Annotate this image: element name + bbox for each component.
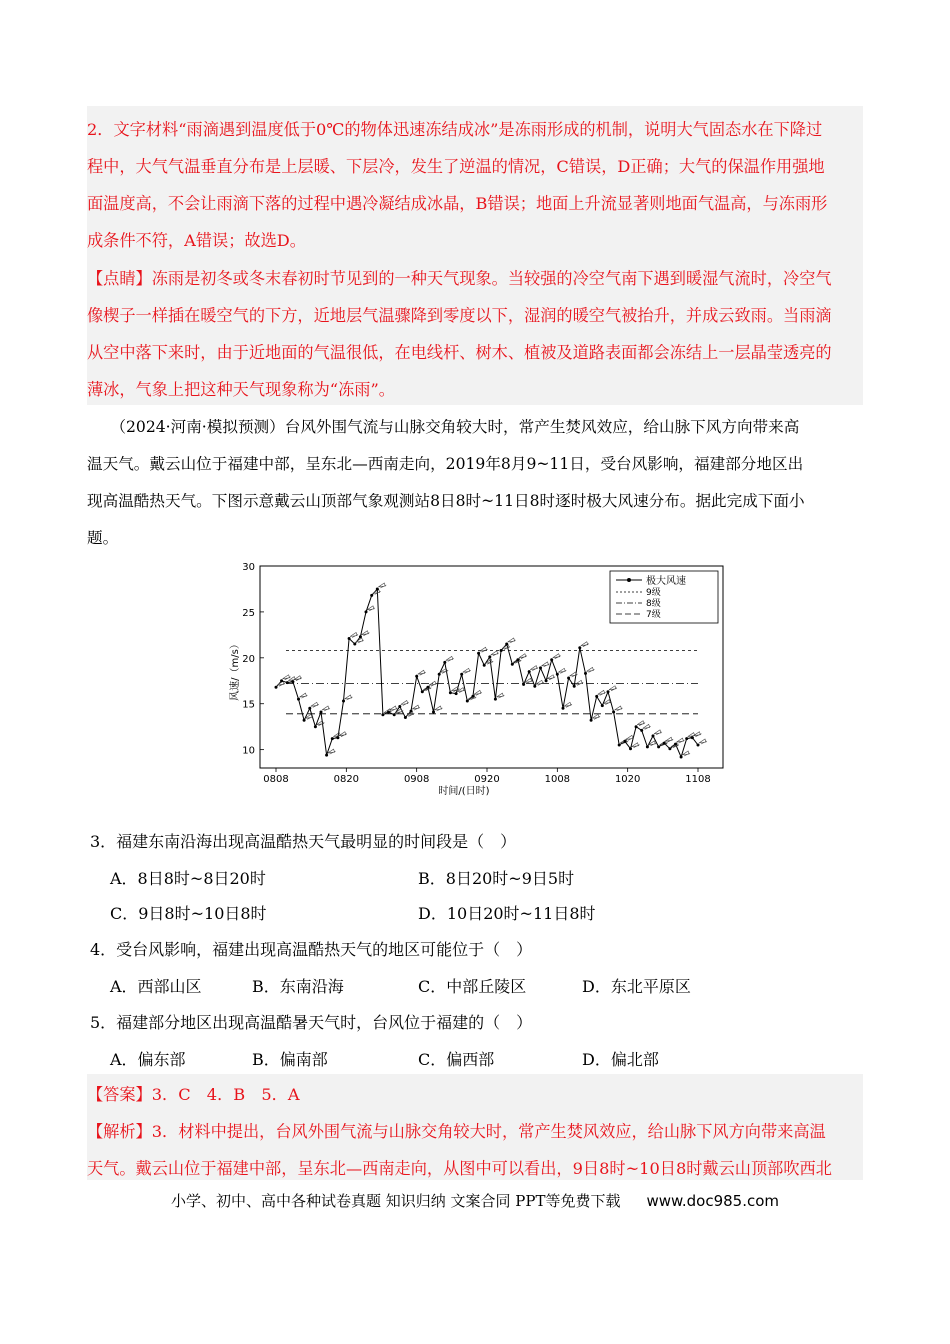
data-point: [370, 594, 373, 597]
data-point: [426, 686, 429, 689]
wind-barb: [401, 701, 409, 706]
wind-barb: [615, 706, 623, 711]
question-3: 3．福建东南沿海出现高温酷热天气最明显的时间段是（ ）: [90, 832, 517, 851]
data-point: [590, 719, 593, 722]
q5-option-b: B．偏南部: [252, 1050, 328, 1069]
x-tick-label: 0908: [403, 774, 430, 785]
wind-barb: [677, 738, 685, 743]
data-point: [685, 737, 688, 740]
data-point: [477, 652, 480, 655]
data-point: [415, 675, 418, 678]
data-point: [483, 664, 486, 667]
data-point: [331, 737, 334, 740]
data-point: [674, 743, 677, 746]
wind-barb: [361, 631, 369, 636]
data-point: [595, 695, 598, 698]
wind-barb: [300, 693, 308, 698]
data-point: [471, 695, 474, 698]
data-point: [500, 649, 503, 652]
wind-barb: [587, 667, 595, 672]
wind-barb: [480, 647, 488, 652]
q4-option-d: D．东北平原区: [582, 977, 691, 996]
data-point: [629, 747, 632, 750]
q2-line-2: 程中，大气气温垂直分布是上层暖、下层冷，发生了逆温的情况，C错误，D正确；大气的保温作用强地: [87, 157, 825, 176]
dianjing-line-3: 从空中落下来时，由于近地面的气温很低，在电线杆、树木、植被及道路表面都会冻结上一层晶莹透亮的: [87, 343, 832, 362]
dianjing: [87, 260, 863, 408]
wind-barb: [699, 739, 707, 744]
data-point: [308, 707, 311, 710]
data-point: [545, 679, 548, 682]
data-point: [657, 745, 660, 748]
analysis-line-2: 天气。戴云山位于福建中部，呈东北—西南走向，从图中可以看出，9日8时~10日8时戴云山顶部吹西北: [87, 1159, 832, 1178]
wind-barb: [581, 642, 589, 647]
data-point: [381, 713, 384, 716]
x-tick-label: 0920: [474, 774, 500, 785]
wind-barb: [536, 680, 544, 685]
wind-barb: [643, 724, 651, 729]
wind-barb: [418, 670, 426, 675]
data-point: [410, 710, 413, 713]
legend-label-series: 极大风速: [646, 576, 686, 587]
data-point: [623, 740, 626, 743]
footer-url[interactable]: www.doc985.com: [646, 1192, 780, 1210]
data-point: [297, 698, 300, 701]
data-point: [488, 655, 491, 658]
data-point: [494, 698, 497, 701]
y-tick-label: 30: [242, 562, 255, 573]
intro-line-2: 温天气。戴云山位于福建中部，呈东北—西南走向，2019年8月9~11日，受台风影响，福建部分地区出: [87, 455, 804, 473]
q2-explanation: [87, 111, 863, 259]
legend-label-level-7: 7级: [646, 610, 661, 620]
intro-line-4: 题。: [87, 529, 119, 547]
q2-line-3: 面温度高，不会让雨滴下落的过程中遇冷凝结成冰晶，B错误；地面上升流显著则地面气温高，与冻雨形: [87, 194, 828, 213]
wind-barb: [457, 688, 465, 693]
wind-barb: [378, 583, 386, 588]
data-point: [291, 680, 294, 683]
legend-label-level-9: 9级: [646, 588, 661, 598]
data-point: [314, 725, 317, 728]
q4-option-b: B．东南沿海: [252, 977, 344, 996]
q4-option-a: A．西部山区: [110, 977, 202, 996]
dianjing-line-2: 像楔子一样插在暖空气的下方，近地层气温骤降到零度以下，湿润的暖空气被抬升，并成云致雨。当雨滴: [87, 306, 832, 325]
wind-barb: [592, 714, 600, 719]
data-point: [325, 754, 328, 757]
data-point: [432, 711, 435, 714]
data-point: [522, 683, 525, 686]
data-point: [359, 635, 362, 638]
data-point: [398, 705, 401, 708]
data-point: [539, 666, 542, 669]
legend-marker-series: [627, 578, 631, 582]
q2-line-4: 成条件不符，A错误；故选D。: [87, 231, 306, 250]
wind-barb: [553, 654, 561, 659]
data-point: [455, 692, 458, 695]
wind-barb: [474, 690, 482, 695]
q5-option-d: D．偏北部: [582, 1050, 659, 1069]
wind-barb: [682, 751, 690, 756]
footer: [0, 1190, 950, 1211]
question-5: 5．福建部分地区出现高温酷暑天气时，台风位于福建的（ ）: [90, 1013, 533, 1032]
analysis-line-1: 【解析】3．材料中提出，台风外围气流与山脉交角较大时，常产生焚风效应，给山脉下风方向带来高温: [87, 1122, 826, 1141]
data-point: [601, 704, 604, 707]
dianjing-line-4: 薄冰，气象上把这种天气现象称为“冻雨”。: [87, 380, 395, 399]
wind-barb: [665, 737, 673, 742]
data-point: [584, 672, 587, 675]
data-point: [528, 670, 531, 673]
intro-line-3: 现高温酷热天气。下图示意戴云山顶部气象观测站8日8时~11日8时逐时极大风速分布。据此完成下面小: [87, 492, 805, 510]
data-point: [505, 643, 508, 646]
data-point: [680, 756, 683, 759]
data-point: [449, 691, 452, 694]
q4-option-c: C．中部丘陵区: [418, 977, 527, 996]
footer-text: 小学、初中、高中各种试卷真题 知识归纳 文案合同 PPT等免费下载: [170, 1192, 621, 1210]
data-point: [393, 713, 396, 716]
data-point: [365, 610, 368, 613]
data-point: [438, 673, 441, 676]
data-point: [646, 745, 649, 748]
y-axis-label: 风速/（m/s）: [230, 639, 241, 701]
x-tick-label: 0820: [333, 774, 360, 785]
wind-barb: [542, 662, 550, 667]
wind-barb: [322, 706, 330, 711]
data-point: [511, 663, 514, 666]
data-point: [668, 747, 671, 750]
data-point: [612, 711, 615, 714]
data-point: [691, 736, 694, 739]
analysis: [87, 1113, 863, 1187]
q3-option-d: D．10日20时~11日8时: [418, 904, 596, 923]
wind-barb: [598, 690, 606, 695]
data-point: [421, 690, 424, 693]
wind-barb: [693, 732, 701, 737]
data-point: [466, 700, 469, 703]
wind-barb: [564, 702, 572, 707]
data-point: [353, 643, 356, 646]
data-point: [635, 725, 638, 728]
data-point: [303, 719, 306, 722]
y-tick-label: 15: [242, 699, 255, 711]
data-point: [460, 673, 463, 676]
wind-barb: [412, 705, 420, 710]
y-tick-label: 20: [242, 653, 255, 665]
question-intro: [87, 409, 863, 557]
answer: 【答案】3．C 4．B 5．A: [87, 1085, 300, 1104]
wind-barb: [637, 721, 645, 726]
data-point: [320, 711, 323, 714]
q3-option-b: B．8日20时~9日5时: [418, 869, 575, 888]
wind-barb: [446, 656, 454, 661]
q2-line-1: 2．文字材料“雨滴遇到温度低于0℃的物体迅速冻结成冰”是冻雨形成的机制，说明大气固态水在下降过: [87, 120, 823, 139]
wind-barb: [283, 675, 291, 680]
wind-barb: [491, 651, 499, 656]
data-point: [607, 690, 610, 693]
data-point: [533, 685, 536, 688]
q5-option-a: A．偏东部: [110, 1050, 186, 1069]
question-4: 4．受台风影响，福建出现高温酷热天气的地区可能位于（ ）: [90, 940, 533, 959]
data-point: [556, 673, 559, 676]
wind-barb: [632, 743, 640, 748]
x-tick-label: 1020: [614, 774, 641, 785]
legend: [610, 571, 718, 623]
data-point: [342, 700, 345, 703]
data-point: [275, 686, 278, 689]
wind-barb: [654, 730, 662, 735]
x-axis-label: 时间/(日时): [438, 786, 490, 797]
wind-barb: [558, 668, 566, 673]
wind-barb: [435, 706, 443, 711]
data-point: [573, 685, 576, 688]
y-tick-label: 10: [242, 745, 255, 757]
wind-barb: [508, 638, 516, 643]
data-point: [280, 679, 283, 682]
wind-barb: [575, 680, 583, 685]
wind-barb: [350, 633, 358, 638]
wind-speed-chart: [228, 558, 728, 800]
data-point: [348, 637, 351, 640]
x-tick-label: 1108: [685, 774, 711, 785]
data-point: [652, 734, 655, 737]
wind-barb: [530, 666, 538, 671]
data-point: [443, 661, 446, 664]
data-point: [404, 716, 407, 719]
wind-barb: [345, 695, 353, 700]
q5-option-c: C．偏西部: [418, 1050, 495, 1069]
wind-barb: [609, 686, 617, 691]
data-point: [562, 707, 565, 710]
data-point: [618, 744, 621, 747]
q3-option-c: C．9日8时~10日8时: [110, 904, 267, 923]
dianjing-line-1: 【点睛】冻雨是初冬或冬末春初时节见到的一种天气现象。当较强的冷空气南下遇到暖湿气流时，冷空气: [87, 269, 832, 288]
x-tick-label: 1008: [544, 774, 571, 785]
data-point: [567, 677, 570, 680]
intro-line-1: （2024·河南·模拟预测）台风外围气流与山脉交角较大时，常产生焚风效应，给山脉下风方向带来高: [87, 418, 800, 436]
data-point: [336, 736, 339, 739]
data-point: [286, 681, 289, 684]
data-point: [578, 646, 581, 649]
data-point: [550, 658, 553, 661]
wind-barb: [547, 675, 555, 680]
wind-barb: [519, 654, 527, 659]
data-point: [640, 729, 643, 732]
wind-barb: [496, 693, 504, 698]
data-point: [516, 658, 519, 661]
x-tick-label: 0808: [263, 774, 289, 785]
y-tick-label: 25: [242, 607, 255, 619]
data-point: [697, 744, 700, 747]
q3-option-a: A．8日8时~8日20时: [110, 869, 266, 888]
data-point: [387, 711, 390, 714]
wind-barb: [463, 668, 471, 673]
data-point: [663, 742, 666, 745]
legend-label-level-8: 8级: [646, 599, 661, 609]
wind-barb: [311, 702, 319, 707]
data-point: [376, 588, 379, 591]
